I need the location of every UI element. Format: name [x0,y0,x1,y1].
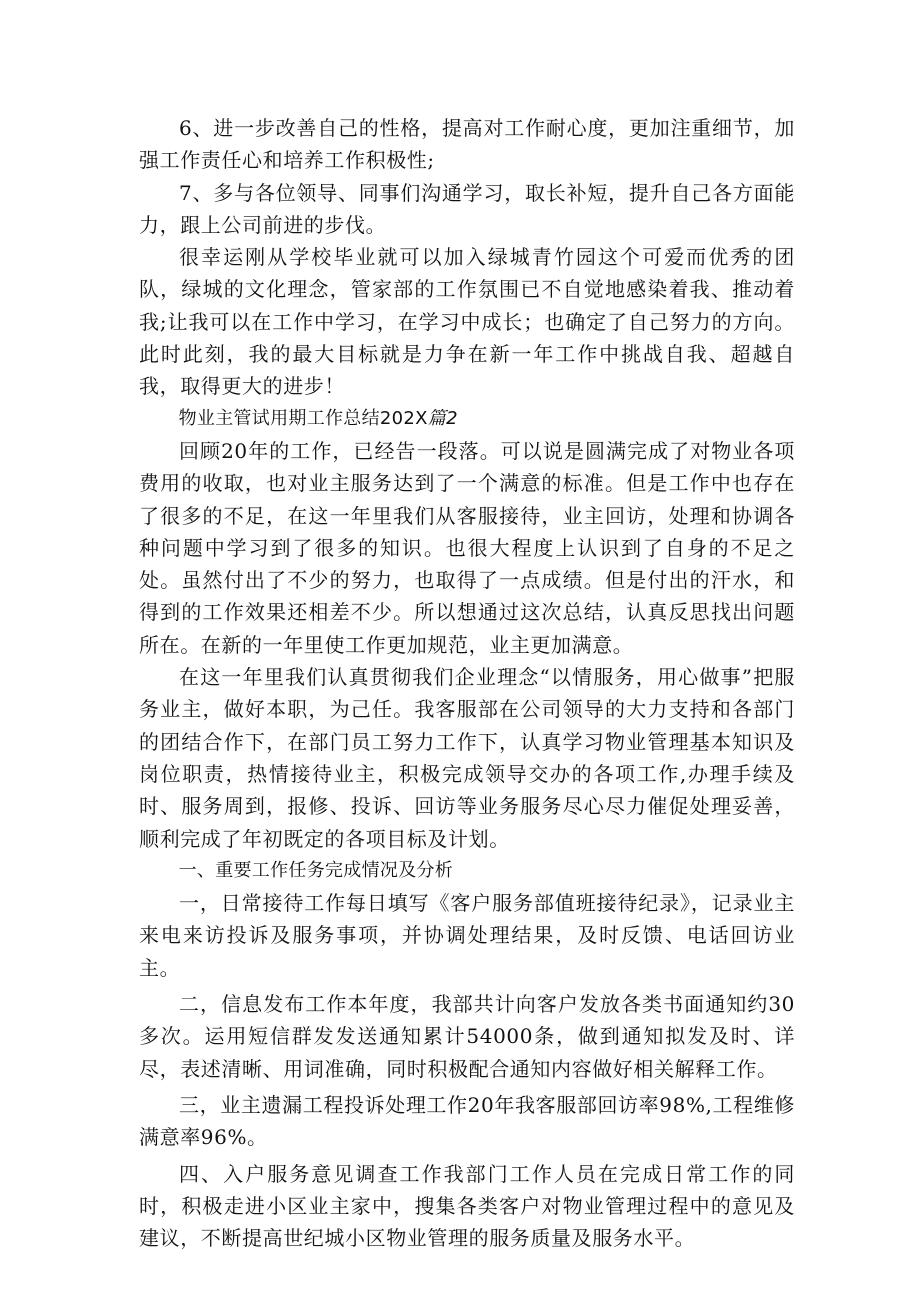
document-body [139,112,795,1254]
paragraph-review: 回顾20年的工作，已经告一段落。可以说是圆满完成了对物业各项费用的收取，也对业主服务达到了一个满意的标准。但是工作中也存在了很多的不足，在这一年里我们从客服接待，业主回访，处理和协调各种问题中学习到了很多的知识。也很大程度上认识到了自身的不足之处。虽然付出了不少的努力，也取得了一点成绩。但是付出的汗水，和得到的工作效果还相差不少。所以想通过这次总结，认真反思找出问题所在。在新的一年里使工作更加规范，业主更加满意。 [139,438,795,657]
paragraph-philosophy: 在这一年里我们认真贯彻我们企业理念“以情服务，用心做事”把服务业主，做好本职，为己任。我客服部在公司领导的大力支持和各部门的团结合作下，在部门员工努力工作下，认真学习物业管理基本知识及岗位职责，热情接待业主，积极完成领导交办的各项工作,办理手续及时、服务周到，报修、投诉、回访等业务服务尽心尽力催促处理妥善，顺利完成了年初既定的各项目标及计划。 [139,665,795,851]
paragraph-reception: 一，日常接待工作每日填写《客户服务部值班接待纪录》，记录业主来电来访投诉及服务事项，并协调处理结果，及时反馈、电话回访业主。 [139,891,795,980]
section-heading-title: 物业主管试用期工作总结202X [178,407,428,429]
subheading: 一、重要工作任务完成情况及分析 [178,859,454,881]
section-heading [139,403,795,435]
paragraph-item-6: 6、进一步改善自己的性格，提高对工作耐心度，更加注重细节，加强工作责任心和培养工作积极性; [139,116,795,173]
section-heading-suffix: 篇2 [427,407,458,429]
paragraph-notices: 二，信息发布工作本年度，我部共计向客户发放各类书面通知约30多次。运用短信群发发送通知累计54000条，做到通知拟发及时、详尽，表述清晰、用词准确，同时积极配合通知内容做好相关解释工作。 [139,992,795,1081]
paragraph-item-7: 7、多与各位领导、同事们沟通学习，取长补短，提升自己各方面能力，跟上公司前进的步伐。 [139,180,795,237]
paragraph-complaints: 三，业主遗漏工程投诉处理工作20年我客服部回访率98%,工程维修满意率96%。 [139,1092,795,1150]
paragraph-survey: 四、入户服务意见调查工作我部门工作人员在完成日常工作的同时，积极走进小区业主家中，搜集各类客户对物业管理过程中的意见及建议，不断提高世纪城小区物业管理的服务质量及服务水平。 [139,1161,795,1251]
paragraph-closing: 很幸运刚从学校毕业就可以加入绿城青竹园这个可爱而优秀的团队，绿城的文化理念，管家部的工作氛围已不自觉地感染着我、推动着我;让我可以在工作中学习，在学习中成长；也确定了自己努力的方向。此时此刻，我的最大目标就是力争在新一年工作中挑战自我、超越自我，取得更大的进步！ [139,245,795,399]
